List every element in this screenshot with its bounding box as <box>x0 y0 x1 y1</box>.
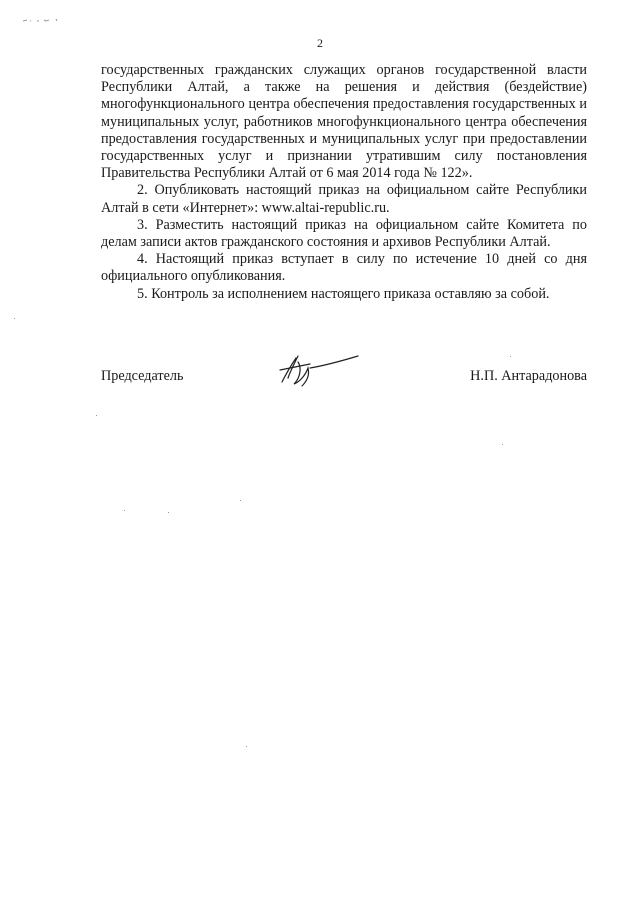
scan-speck <box>246 746 247 747</box>
scan-speck <box>14 318 15 319</box>
signatory-title: Председатель <box>101 368 184 384</box>
scan-artifact <box>22 16 64 24</box>
scan-speck <box>168 512 169 513</box>
scan-speck <box>96 415 97 416</box>
paragraph-continuation: государственных гражданских служащих органов государственной власти Республики Алтай, а также на решения и действия (бездействие) многофункционального центра обеспечения предоставления государственных и муниципальных услуг, работников многофункционального центра обеспечения предоставления государственных и муниципальных услуг при предоставлении государственных услуг и признании утратившим силу постановления Правительства Республики Алтай от 6 мая 2014 года № 122». <box>101 62 587 182</box>
paragraph-item-5: 5. Контроль за исполнением настоящего приказа оставляю за собой. <box>137 285 550 302</box>
paragraph-item-3: 3. Разместить настоящий приказ на официальном сайте Комитета по делам записи актов гражданского состояния и архивов Республики Алтай. <box>101 216 587 251</box>
page-number: 2 <box>317 36 323 50</box>
document-body <box>101 62 587 303</box>
scan-speck <box>502 444 503 445</box>
handwritten-signature <box>276 352 362 392</box>
scan-speck <box>124 510 125 511</box>
signatory-name: Н.П. Антарадонова <box>470 368 587 384</box>
paragraph-item-2: 2. Опубликовать настоящий приказ на официальном сайте Республики Алтай в сети «Интернет»: www.altai-republic.ru. <box>101 182 587 216</box>
scan-speck <box>240 500 241 501</box>
scan-speck <box>510 356 511 357</box>
paragraph-item-4: 4. Настоящий приказ вступает в силу по истечение 10 дней со дня официального опубликования. <box>101 251 587 285</box>
